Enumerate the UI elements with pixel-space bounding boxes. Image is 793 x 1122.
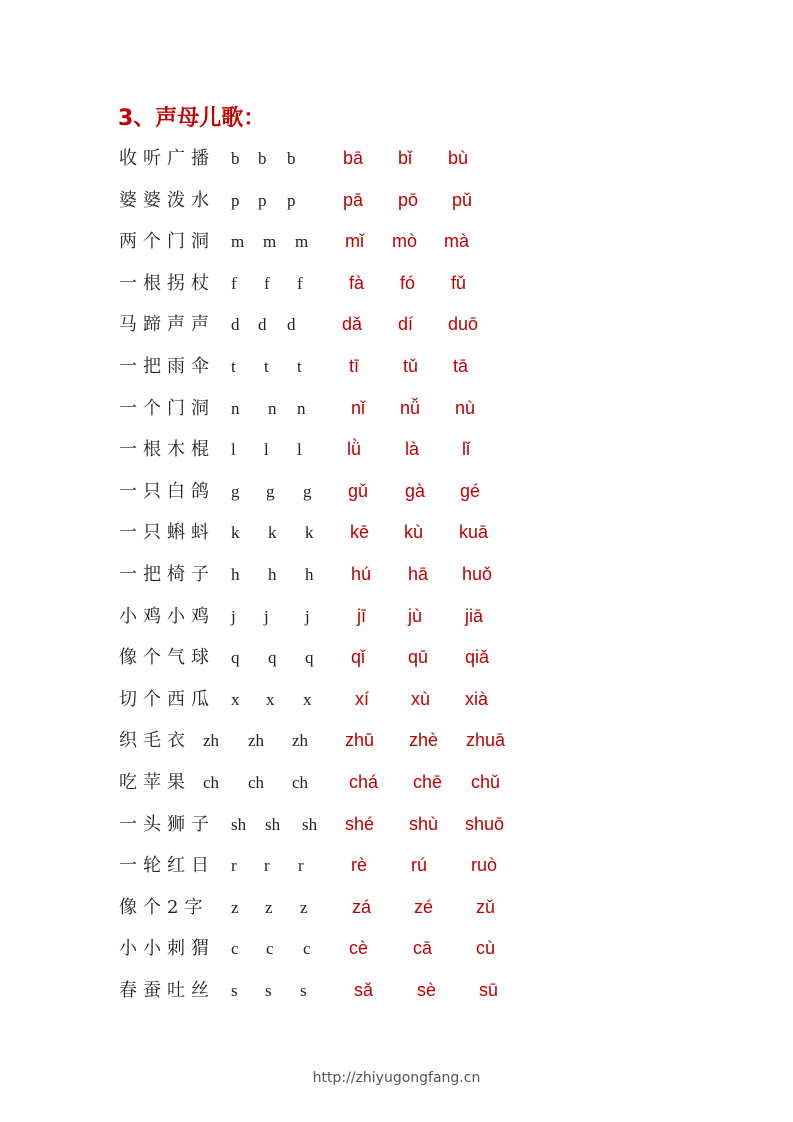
rhyme-characters: 一只白鸽 xyxy=(119,480,215,502)
rhyme-row xyxy=(0,180,793,222)
rhyme-characters: 两个门洞 xyxy=(119,231,215,253)
initial-letter: s xyxy=(300,980,307,1000)
rhyme-characters: 小鸡小鸡 xyxy=(119,605,215,627)
pinyin-syllable: pǔ xyxy=(452,189,473,210)
initial-letter: n xyxy=(231,398,240,418)
rhyme-characters: 吃苹果 xyxy=(119,771,191,793)
pinyin-syllable: jī xyxy=(357,605,366,626)
initial-letter: q xyxy=(231,648,240,668)
pinyin-syllable: qiǎ xyxy=(465,647,490,668)
initial-letter: zh xyxy=(248,731,265,751)
pinyin-syllable: bù xyxy=(448,148,469,168)
initial-letter: j xyxy=(231,606,236,626)
rhyme-characters: 马蹄声声 xyxy=(119,314,215,336)
initial-letter: q xyxy=(268,648,277,668)
pinyin-syllable: nù xyxy=(455,397,476,418)
initial-letter: x xyxy=(303,689,312,709)
rhyme-row xyxy=(0,762,793,804)
initial-letter: z xyxy=(231,897,239,917)
initial-letter: p xyxy=(287,190,296,210)
pinyin-syllable: chē xyxy=(413,771,443,792)
pinyin-syllable: rú xyxy=(411,855,428,876)
rhyme-characters: 一把雨伞 xyxy=(119,355,215,377)
initial-letter: t xyxy=(231,356,236,376)
initial-letter: m xyxy=(295,232,309,252)
initial-letter: sh xyxy=(302,814,318,834)
pinyin-syllable: xí xyxy=(355,688,370,709)
initial-letter: x xyxy=(231,689,240,709)
initial-letter: m xyxy=(263,232,277,252)
pinyin-syllable: fó xyxy=(400,272,416,293)
pinyin-syllable: tī xyxy=(349,355,360,376)
rhyme-characters: 一根木棍 xyxy=(119,439,215,461)
rhyme-row xyxy=(0,637,793,679)
rhyme-characters: 切个西瓜 xyxy=(119,688,215,710)
pinyin-syllable: jù xyxy=(408,605,423,626)
pinyin-syllable: rè xyxy=(351,855,368,876)
pinyin-syllable: hú xyxy=(351,563,372,584)
rhyme-characters: 一头狮子 xyxy=(119,813,215,835)
pinyin-syllable: gǔ xyxy=(348,480,369,501)
pinyin-syllable: sǎ xyxy=(354,979,374,1000)
rhyme-characters: 小小刺猬 xyxy=(119,938,215,960)
pinyin-syllable: fà xyxy=(349,272,365,293)
initial-letter: j xyxy=(264,606,269,626)
rhyme-row xyxy=(0,471,793,513)
initial-letter: c xyxy=(266,939,274,959)
initial-letter: m xyxy=(231,232,245,252)
rhyme-characters: 春蚕吐丝 xyxy=(119,979,215,1001)
pinyin-syllable: kuā xyxy=(459,522,489,543)
pinyin-syllable: gà xyxy=(405,480,426,501)
rhyme-row xyxy=(0,928,793,970)
initial-letter: l xyxy=(264,440,269,460)
pinyin-syllable: tǔ xyxy=(403,355,419,376)
pinyin-syllable: tā xyxy=(453,355,469,376)
initial-letter: p xyxy=(231,190,240,210)
initial-letter: p xyxy=(258,190,267,210)
initial-letter: zh xyxy=(292,731,309,751)
rhyme-row xyxy=(0,138,793,180)
rhyme-row xyxy=(0,221,793,263)
initial-letter: n xyxy=(297,398,306,418)
initial-letter: c xyxy=(303,939,311,959)
pinyin-syllable: là xyxy=(405,439,420,460)
initial-letter: j xyxy=(305,606,310,626)
pinyin-syllable: gé xyxy=(460,480,481,501)
initial-letter: ch xyxy=(203,772,220,792)
pinyin-syllable: zá xyxy=(352,896,372,917)
pinyin-syllable: nǐ xyxy=(351,397,366,418)
initial-letter: g xyxy=(303,481,312,501)
pinyin-syllable: hā xyxy=(408,563,429,584)
pinyin-syllable: ruò xyxy=(471,855,498,876)
rhyme-characters: 收听广播 xyxy=(119,148,215,169)
pinyin-syllable: lǐ xyxy=(462,439,470,460)
initial-letter: zh xyxy=(203,731,220,751)
pinyin-syllable: zhū xyxy=(345,730,375,751)
initial-letter: f xyxy=(231,273,237,293)
rhyme-row xyxy=(0,346,793,388)
pinyin-syllable: jiā xyxy=(465,605,484,626)
initial-letter: d xyxy=(258,315,267,335)
initial-letter: d xyxy=(287,315,296,335)
initial-letter: l xyxy=(297,440,302,460)
rhyme-characters: 一根拐杖 xyxy=(119,272,215,294)
pinyin-syllable: bā xyxy=(343,148,364,168)
pinyin-syllable: zhuā xyxy=(466,730,506,751)
initial-letter: l xyxy=(231,440,236,460)
pinyin-syllable: cā xyxy=(413,938,433,959)
pinyin-syllable: cè xyxy=(349,938,369,959)
pinyin-syllable: shuō xyxy=(465,813,505,834)
pinyin-syllable: dǎ xyxy=(342,314,363,335)
initial-letter: h xyxy=(305,564,314,584)
rhyme-row xyxy=(0,720,793,762)
initial-letter: c xyxy=(231,939,239,959)
pinyin-syllable: chá xyxy=(349,771,379,792)
initial-letter: k xyxy=(268,523,277,543)
pinyin-syllable: zhè xyxy=(409,730,439,751)
initial-letter: b xyxy=(287,149,296,168)
initial-letter: b xyxy=(231,149,240,168)
pinyin-syllable: sè xyxy=(417,979,437,1000)
rhyme-list xyxy=(0,138,793,1011)
initial-letter: q xyxy=(305,648,314,668)
initial-letter: z xyxy=(300,897,308,917)
initial-letter: b xyxy=(258,149,267,168)
rhyme-row xyxy=(0,887,793,929)
initial-letter: f xyxy=(297,273,303,293)
initial-letter: ch xyxy=(248,772,265,792)
pinyin-syllable: xù xyxy=(411,688,431,709)
pinyin-syllable: mò xyxy=(392,231,418,252)
rhyme-row xyxy=(0,388,793,430)
pinyin-syllable: kù xyxy=(404,522,424,543)
rhyme-row xyxy=(0,263,793,305)
initial-letter: n xyxy=(268,398,277,418)
pinyin-syllable: nǚ xyxy=(400,397,421,418)
rhyme-row xyxy=(0,679,793,721)
initial-letter: sh xyxy=(265,814,281,834)
initial-letter: sh xyxy=(231,814,247,834)
initial-letter: z xyxy=(265,897,273,917)
rhyme-row xyxy=(0,512,793,554)
rhyme-row xyxy=(0,845,793,887)
section-heading: 3、声母儿歌： xyxy=(118,106,266,131)
footer-url: http://zhiyugongfang.cn xyxy=(312,1070,481,1086)
pinyin-syllable: chǔ xyxy=(471,771,501,792)
pinyin-syllable: lǜ xyxy=(347,439,362,460)
rhyme-characters: 一只蝌蚪 xyxy=(119,522,215,544)
rhyme-row xyxy=(0,596,793,638)
pinyin-syllable: dí xyxy=(398,314,414,335)
initial-letter: g xyxy=(266,481,275,501)
pinyin-syllable: qǐ xyxy=(351,647,366,668)
rhyme-characters: 像个气球 xyxy=(119,647,215,669)
initial-letter: k xyxy=(231,523,240,543)
pinyin-syllable: mà xyxy=(444,231,470,252)
pinyin-syllable: shé xyxy=(345,813,375,834)
pinyin-syllable: zǔ xyxy=(476,896,496,917)
initial-letter: r xyxy=(231,856,237,876)
pinyin-syllable: mǐ xyxy=(345,231,364,252)
pinyin-syllable: pō xyxy=(398,189,419,210)
initial-letter: f xyxy=(264,273,270,293)
initial-letter: h xyxy=(268,564,277,584)
rhyme-characters: 织毛衣 xyxy=(119,730,191,752)
pinyin-syllable: duō xyxy=(448,314,479,335)
pinyin-syllable: fǔ xyxy=(451,272,467,293)
pinyin-syllable: kē xyxy=(350,522,370,543)
initial-letter: r xyxy=(298,856,304,876)
initial-letter: d xyxy=(231,315,240,335)
initial-letter: g xyxy=(231,481,240,501)
initial-letter: k xyxy=(305,523,314,543)
initial-letter: h xyxy=(231,564,240,584)
initial-letter: s xyxy=(265,980,272,1000)
pinyin-syllable: pā xyxy=(343,189,364,210)
rhyme-row xyxy=(0,554,793,596)
initial-letter: t xyxy=(264,356,269,376)
rhyme-characters: 一轮红日 xyxy=(119,855,215,877)
pinyin-syllable: bǐ xyxy=(398,148,413,168)
rhyme-row xyxy=(0,970,793,1012)
rhyme-row xyxy=(0,429,793,471)
initial-letter: s xyxy=(231,980,238,1000)
initial-letter: t xyxy=(297,356,302,376)
rhyme-row xyxy=(0,304,793,346)
initial-letter: r xyxy=(264,856,270,876)
initial-letter: x xyxy=(266,689,275,709)
pinyin-syllable: qū xyxy=(408,647,429,668)
pinyin-syllable: huǒ xyxy=(462,563,493,584)
pinyin-syllable: cù xyxy=(476,938,496,959)
initial-letter: ch xyxy=(292,772,309,792)
rhyme-characters: 婆婆泼水 xyxy=(119,189,215,211)
rhyme-characters: 像个2字 xyxy=(119,896,209,918)
pinyin-syllable: zé xyxy=(414,896,434,917)
pinyin-syllable: shù xyxy=(409,813,439,834)
rhyme-characters: 一个门洞 xyxy=(119,397,215,419)
rhyme-row xyxy=(0,804,793,846)
pinyin-syllable: sū xyxy=(479,979,499,1000)
pinyin-syllable: xià xyxy=(465,688,489,709)
rhyme-characters: 一把椅子 xyxy=(119,563,215,585)
